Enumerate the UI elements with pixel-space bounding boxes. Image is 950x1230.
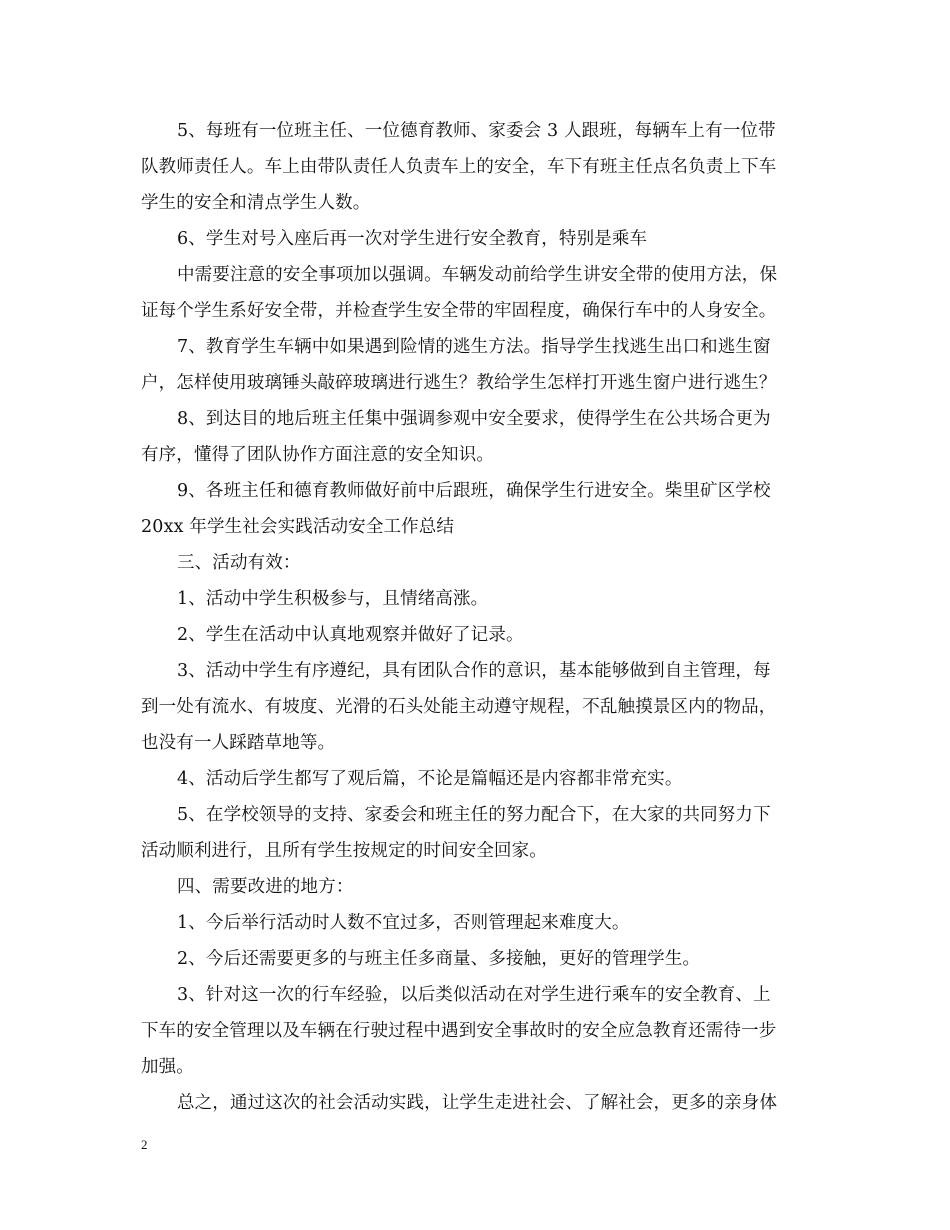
text-line: 证每个学生系好安全带，并检查学生安全带的牢固程度，确保行车中的人身安全。	[141, 301, 777, 321]
text-line: 8、到达目的地后班主任集中强调参观中安全要求，使得学生在公共场合更为	[177, 409, 771, 429]
text-line: 1、今后举行活动时人数不宜过多，否则管理起来难度大。	[177, 913, 630, 933]
text-line: 5、每班有一位班主任、一位德育教师、家委会 3 人跟班，每辆车上有一位带	[177, 121, 776, 141]
text-line: 户，怎样使用玻璃锤头敲碎玻璃进行逃生？教给学生怎样打开逃生窗户进行逃生？	[141, 373, 777, 393]
text-line: 学生的安全和清点学生人数。	[141, 193, 371, 213]
text-line: 5、在学校领导的支持、家委会和班主任的努力配合下，在大家的共同努力下	[177, 805, 771, 825]
text-line: 3、针对这一次的行车经验，以后类似活动在对学生进行乘车的安全教育、上	[177, 985, 771, 1005]
text-line: 中需要注意的安全事项加以强调。车辆发动前给学生讲安全带的使用方法，保	[177, 265, 778, 285]
text-line: 队教师责任人。车上由带队责任人负责车上的安全，车下有班主任点名负责上下车	[141, 157, 777, 177]
text-line: 也没有一人踩踏草地等。	[141, 733, 336, 753]
text-line: 6、学生对号入座后再一次对学生进行安全教育，特别是乘车	[177, 229, 648, 249]
text-line: 下车的安全管理以及车辆在行驶过程中遇到安全事故时的安全应急教育还需待一步	[141, 1021, 777, 1041]
section-heading: 三、活动有效：	[177, 553, 301, 573]
text-line: 加强。	[141, 1057, 194, 1077]
text-line: 7、教育学生车辆中如果遇到险情的逃生方法。指导学生找逃生出口和逃生窗	[177, 337, 771, 357]
section-heading: 四、需要改进的地方：	[177, 877, 354, 897]
text-line: 总之，通过这次的社会活动实践，让学生走进社会、了解社会，更多的亲身体	[177, 1093, 778, 1113]
text-line: 1、活动中学生积极参与，且情绪高涨。	[177, 589, 489, 609]
text-line: 4、活动后学生都写了观后篇，不论是篇幅还是内容都非常充实。	[177, 769, 683, 789]
text-line: 到一处有流水、有坡度、光滑的石头处能主动遵守规程，不乱触摸景区内的物品，	[141, 697, 777, 717]
text-line: 2、学生在活动中认真地观察并做好了记录。	[177, 625, 524, 645]
text-line: 3、活动中学生有序遵纪，具有团队合作的意识，基本能够做到自主管理，每	[177, 661, 771, 681]
text-line: 有序，懂得了团队协作方面注意的安全知识。	[141, 445, 494, 465]
page-number: 2	[141, 1137, 148, 1152]
text-line: 20xx 年学生社会实践活动安全工作总结	[141, 517, 455, 537]
text-line: 2、今后还需要更多的与班主任多商量、多接触，更好的管理学生。	[177, 949, 701, 969]
text-line: 活动顺利进行，且所有学生按规定的时间安全回家。	[141, 841, 547, 861]
text-line: 9、各班主任和德育教师做好前中后跟班，确保学生行进安全。柴里矿区学校	[177, 481, 771, 501]
